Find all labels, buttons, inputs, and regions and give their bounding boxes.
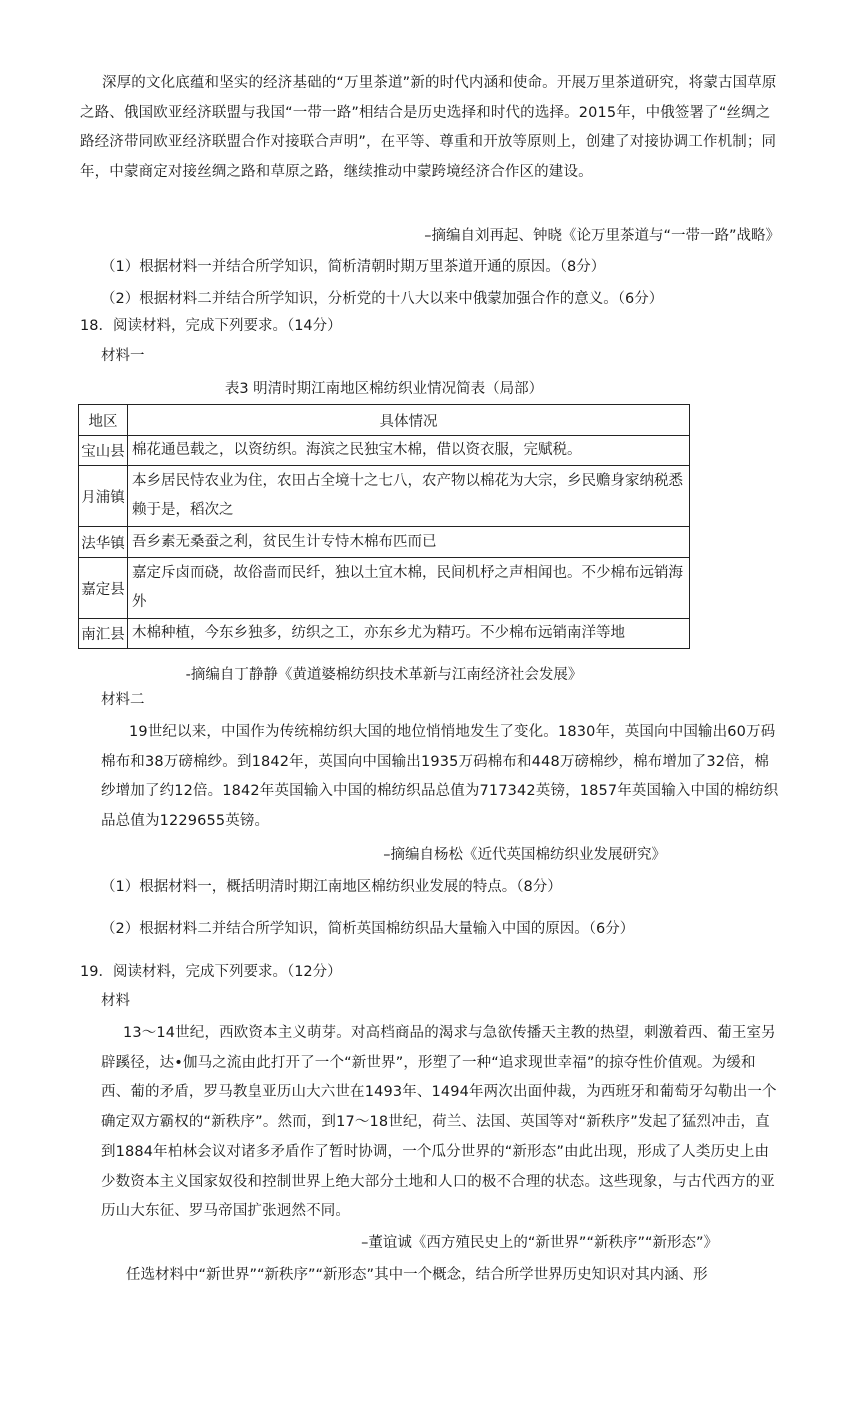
cell-region: 法华镇 xyxy=(79,527,128,558)
cell-detail: 本乡居民恃农业为住，农田占全境十之七八，农产物以棉花为大宗，乡民赡身家纳税悉赖于是，稻次之 xyxy=(128,466,690,527)
source-citation-17: –摘编自刘再起、钟晓《论万里茶道与“一带一路”战略》 xyxy=(424,228,780,244)
question-19-title: 19．阅读材料，完成下列要求。（12分） xyxy=(80,964,342,980)
header-region: 地区 xyxy=(79,405,128,436)
question-19-task: 任选材料中“新世界”“新秩序”“新形态”其中一个概念，结合所学世界历史知识对其内涵、形 xyxy=(126,1267,708,1283)
table-row xyxy=(79,436,690,466)
cotton-industry-table xyxy=(78,404,690,649)
cell-detail: 木棉种植，今东乡独多，纺织之工，亦东乡尤为精巧。不少棉布远销南洋等地 xyxy=(128,619,690,649)
cell-detail: 嘉定斥卤而硗，故俗啬而民纤，独以土宜木棉，民间机杼之声相闻也。不少棉布远销海外 xyxy=(128,558,690,619)
cell-region: 嘉定县 xyxy=(79,558,128,619)
material-paragraph-18-2: 19世纪以来，中国作为传统棉纺织大国的地位悄悄地发生了变化。1830年，英国向中国输出60万码棉布和38万磅棉纱。到1842年，英国向中国输出1935万码棉布和448万磅棉纱，棉布增加了32倍，棉纱增加了约12倍。1842年英国输入中国的棉纺织品总值为717342英镑，1857年英国输入中国的棉纺织品总值为1229655英镑。 xyxy=(101,724,779,830)
material-label-19: 材料 xyxy=(101,993,130,1009)
table-header-row xyxy=(79,405,690,436)
cell-region: 南汇县 xyxy=(79,619,128,649)
table-row xyxy=(79,619,690,649)
table-row xyxy=(79,558,690,619)
question-17-2: （2）根据材料二并结合所学知识，分析党的十八大以来中俄蒙加强合作的意义。（6分） xyxy=(101,291,664,307)
source-citation-18-2: –摘编自杨松《近代英国棉纺织业发展研究》 xyxy=(383,847,666,863)
cell-region: 宝山县 xyxy=(79,436,128,466)
material-paragraph-19: 13～14世纪，西欧资本主义萌芽。对高档商品的渴求与急欲传播天主教的热望，刺激着西、葡王室另辟蹊径，达•伽马之流由此打开了一个“新世界”，形塑了一种“追求现世幸福”的掠夺性价值观。为缓和西、葡的矛盾，罗马教皇亚历山大六世在1493年、1494年两次出面仲裁，为西班牙和葡萄牙勾勒出一个确定双方霸权的“新秩序”。然而，到17～18世纪，荷兰、法国、英国等对“新秩序”发起了猛烈冲击，直到1884年柏林会议对诸多矛盾作了暂时协调，一个瓜分世界的“新形态”由此出现，形成了人类历史上由少数资本主义国家奴役和控制世界上绝大部分土地和人口的极不合理的状态。这些现象，与古代西方的亚历山大东征、罗马帝国扩张迥然不同。 xyxy=(101,1025,777,1220)
cell-region: 月浦镇 xyxy=(79,466,128,527)
question-18-1: （1）根据材料一，概括明清时期江南地区棉纺织业发展的特点。（8分） xyxy=(101,879,562,895)
cell-detail: 吾乡素无桑蚕之利，贫民生计专恃木棉布匹而已 xyxy=(128,527,690,558)
material-label-18-2: 材料二 xyxy=(101,692,145,708)
cell-detail: 棉花通邑载之，以资纺织。海滨之民独宝木棉，借以资衣服，完赋税。 xyxy=(128,436,690,466)
table-row xyxy=(79,527,690,558)
header-detail: 具体情况 xyxy=(128,405,690,436)
material-paragraph-17-2: 深厚的文化底蕴和坚实的经济基础的“万里茶道”新的时代内涵和使命。开展万里茶道研究，将蒙古国草原之路、俄国欧亚经济联盟与我国“一带一路”相结合是历史选择和时代的选择。2015年，中俄签署了“丝绸之路经济带同欧亚经济联盟合作对接联合声明”，在平等、尊重和开放等原则上，创建了对接协调工作机制；同年，中蒙商定对接丝绸之路和草原之路，继续推动中蒙跨境经济合作区的建设。 xyxy=(80,75,777,181)
question-18-2: （2）根据材料二并结合所学知识，简析英国棉纺织品大量输入中国的原因。（6分） xyxy=(101,921,635,937)
table-caption: 表3 明清时期江南地区棉纺织业情况简表（局部） xyxy=(224,381,544,397)
source-citation-table: -摘编自丁静静《黄道婆棉纺织技术革新与江南经济社会发展》 xyxy=(185,667,583,683)
material-label-18-1: 材料一 xyxy=(101,348,145,364)
table-row xyxy=(79,466,690,527)
question-17-1: （1）根据材料一并结合所学知识，简析清朝时期万里茶道开通的原因。（8分） xyxy=(101,259,606,275)
source-citation-19: –董谊诚《西方殖民史上的“新世界”“新秩序”“新形态”》 xyxy=(361,1235,718,1251)
question-18-title: 18．阅读材料，完成下列要求。（14分） xyxy=(80,318,342,334)
